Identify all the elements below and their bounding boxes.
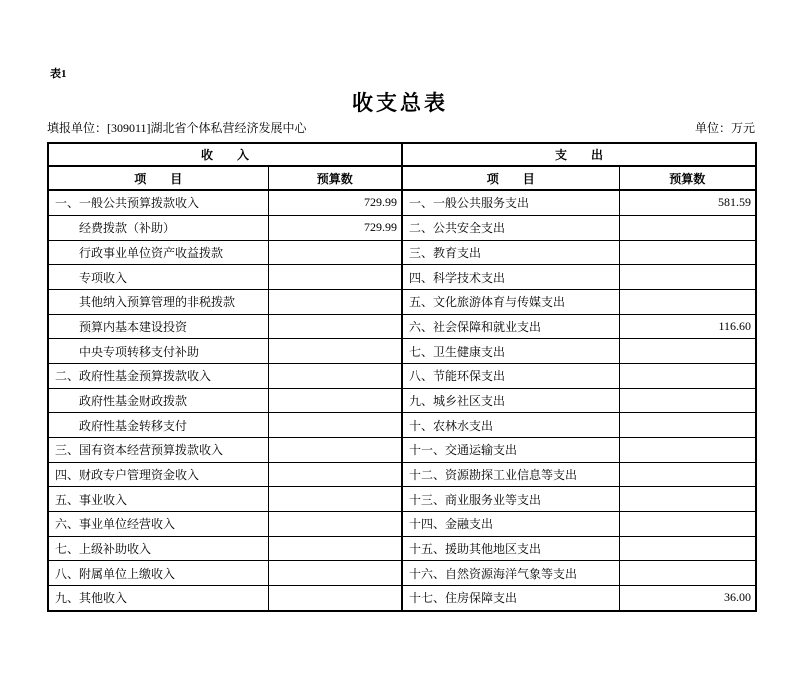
income-budget-cell — [268, 462, 402, 487]
table-row — [48, 339, 756, 364]
expense-budget-cell — [619, 487, 756, 512]
expense-budget-cell — [619, 437, 756, 462]
meta-row — [47, 120, 755, 136]
expense-budget-column-header: 预算数 — [619, 166, 756, 190]
expense-section-header: 支 出 — [402, 143, 756, 166]
table-row — [48, 462, 756, 487]
income-item-cell: 八、附属单位上缴收入 — [48, 561, 268, 586]
income-item-cell: 三、国有资本经营预算拨款收入 — [48, 437, 268, 462]
table-row — [48, 388, 756, 413]
income-budget-cell — [268, 388, 402, 413]
expense-item-cell: 九、城乡社区支出 — [402, 388, 619, 413]
income-budget-cell — [268, 437, 402, 462]
expense-budget-cell — [619, 388, 756, 413]
expense-item-cell: 六、社会保障和就业支出 — [402, 314, 619, 339]
income-item-cell: 一、一般公共预算拨款收入 — [48, 190, 268, 215]
table-body — [48, 190, 756, 611]
table-row — [48, 487, 756, 512]
table-row — [48, 215, 756, 240]
income-item-cell: 专项收入 — [48, 265, 268, 290]
table-row — [48, 190, 756, 215]
table-row — [48, 511, 756, 536]
expense-item-cell: 十七、住房保障支出 — [402, 585, 619, 611]
income-item-cell: 七、上级补助收入 — [48, 536, 268, 561]
expense-item-column-header: 项 目 — [402, 166, 619, 190]
table-row — [48, 240, 756, 265]
income-budget-cell — [268, 585, 402, 611]
expense-item-cell: 十二、资源勘探工业信息等支出 — [402, 462, 619, 487]
expense-item-cell: 十三、商业服务业等支出 — [402, 487, 619, 512]
income-item-cell: 预算内基本建设投资 — [48, 314, 268, 339]
expense-budget-cell: 116.60 — [619, 314, 756, 339]
income-budget-column-header: 预算数 — [268, 166, 402, 190]
income-budget-cell — [268, 413, 402, 438]
income-item-column-header: 项 目 — [48, 166, 268, 190]
unit-label: 单位：万元 — [694, 121, 755, 135]
expense-item-cell: 十六、自然资源海洋气象等支出 — [402, 561, 619, 586]
income-expense-summary-table — [47, 142, 757, 612]
table-row — [48, 363, 756, 388]
expense-budget-cell — [619, 215, 756, 240]
income-budget-cell — [268, 536, 402, 561]
table-row — [48, 289, 756, 314]
expense-budget-cell — [619, 289, 756, 314]
income-budget-cell — [268, 339, 402, 364]
income-section-header: 收 入 — [48, 143, 402, 166]
income-item-cell: 行政事业单位资产收益拨款 — [48, 240, 268, 265]
income-item-cell: 政府性基金转移支付 — [48, 413, 268, 438]
table-number-label: 表1 — [50, 68, 67, 80]
income-item-cell: 其他纳入预算管理的非税拨款 — [48, 289, 268, 314]
expense-item-cell: 八、节能环保支出 — [402, 363, 619, 388]
table-row — [48, 437, 756, 462]
income-budget-cell: 729.99 — [268, 190, 402, 215]
expense-item-cell: 十一、交通运输支出 — [402, 437, 619, 462]
table-row — [48, 561, 756, 586]
expense-item-cell: 四、科学技术支出 — [402, 265, 619, 290]
expense-item-cell: 十、农林水支出 — [402, 413, 619, 438]
income-item-cell: 中央专项转移支付补助 — [48, 339, 268, 364]
expense-item-cell: 十五、援助其他地区支出 — [402, 536, 619, 561]
income-item-cell: 九、其他收入 — [48, 585, 268, 611]
income-budget-cell — [268, 240, 402, 265]
expense-budget-cell: 36.00 — [619, 585, 756, 611]
table-row — [48, 536, 756, 561]
expense-item-cell: 七、卫生健康支出 — [402, 339, 619, 364]
expense-item-cell: 三、教育支出 — [402, 240, 619, 265]
expense-budget-cell: 581.59 — [619, 190, 756, 215]
income-budget-cell — [268, 487, 402, 512]
column-header-row — [48, 166, 756, 190]
income-item-cell: 经费拨款（补助） — [48, 215, 268, 240]
expense-budget-cell — [619, 240, 756, 265]
expense-budget-cell — [619, 561, 756, 586]
income-budget-cell — [268, 363, 402, 388]
expense-budget-cell — [619, 339, 756, 364]
income-item-cell: 四、财政专户管理资金收入 — [48, 462, 268, 487]
income-budget-cell — [268, 314, 402, 339]
page-title: 收支总表 — [352, 91, 448, 115]
expense-item-cell: 五、文化旅游体育与传媒支出 — [402, 289, 619, 314]
table-row — [48, 585, 756, 611]
table-row — [48, 265, 756, 290]
expense-item-cell: 二、公共安全支出 — [402, 215, 619, 240]
expense-budget-cell — [619, 363, 756, 388]
income-item-cell: 二、政府性基金预算拨款收入 — [48, 363, 268, 388]
income-item-cell: 五、事业收入 — [48, 487, 268, 512]
expense-budget-cell — [619, 265, 756, 290]
table-row — [48, 314, 756, 339]
income-budget-cell — [268, 511, 402, 536]
income-budget-cell — [268, 561, 402, 586]
income-item-cell: 六、事业单位经营收入 — [48, 511, 268, 536]
reporting-unit-label: 填报单位：[309011]湖北省个体私营经济发展中心 — [47, 121, 307, 135]
expense-budget-cell — [619, 511, 756, 536]
expense-budget-cell — [619, 536, 756, 561]
income-budget-cell — [268, 265, 402, 290]
income-budget-cell — [268, 289, 402, 314]
section-header-row — [48, 143, 756, 166]
expense-item-cell: 十四、金融支出 — [402, 511, 619, 536]
expense-item-cell: 一、一般公共服务支出 — [402, 190, 619, 215]
income-item-cell: 政府性基金财政拨款 — [48, 388, 268, 413]
expense-budget-cell — [619, 462, 756, 487]
expense-budget-cell — [619, 413, 756, 438]
table-row — [48, 413, 756, 438]
income-budget-cell: 729.99 — [268, 215, 402, 240]
